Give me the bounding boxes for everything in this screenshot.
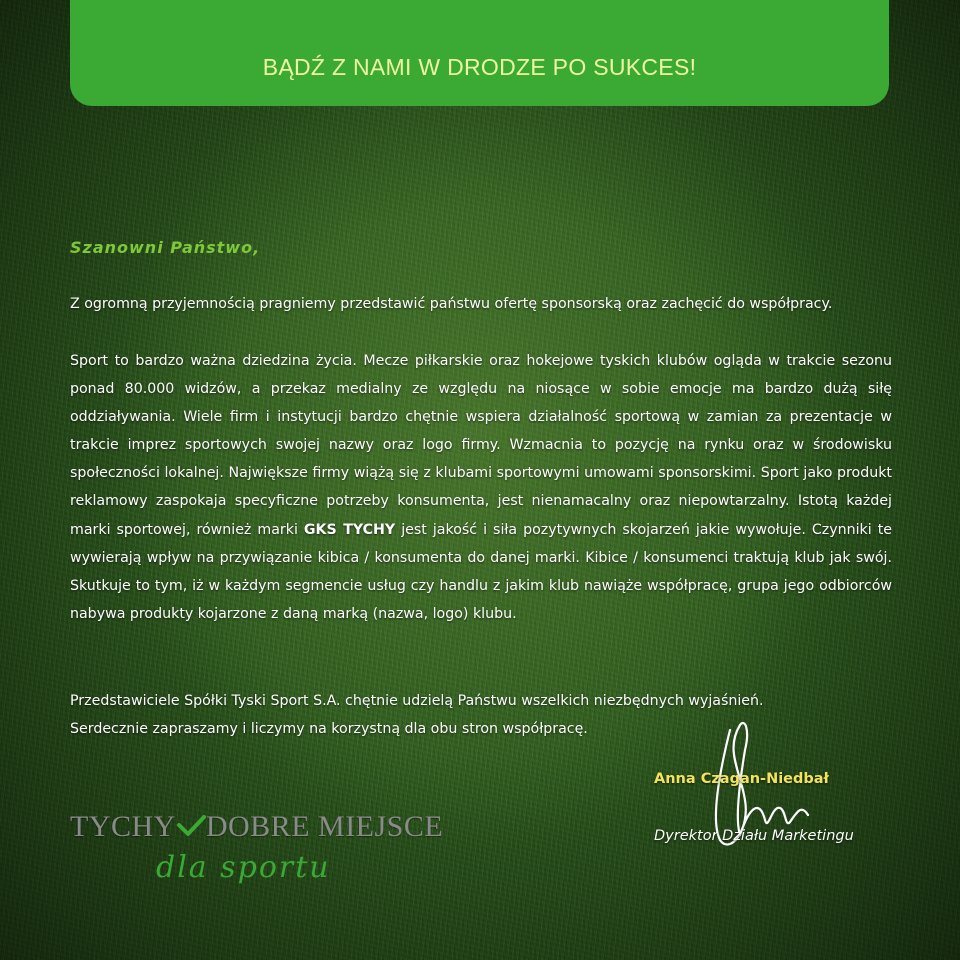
closing-line-1: Przedstawiciele Spółki Tyski Sport S.A. chętnie udzielą Państwu wszelkich niezbędnych wyjaśnień.: [70, 693, 764, 709]
body-text-part2: jest jakość i siła pozytywnych skojarzeń jakie wywołuje. Czynniki te wywierają wpływ na przywiązanie kibica / konsumenta do danej marki. Kibice / konsumenci traktują klub jak swój. Skutkuje to tym, iż w każdym segmencie usług czy handlu z jakim klub nawiąże współpracę, grupa jego odbiorców nabywa produkty kojarzone z daną marką (nazwa, logo) klubu.: [70, 521, 892, 622]
closing-line-2: Serdecznie zapraszamy i liczymy na korzystną dla obu stron współpracę.: [70, 721, 588, 737]
intro-paragraph: Z ogromną przyjemnością pragniemy przedstawić państwu ofertę sponsorską oraz zachęcić do współpracy.: [70, 296, 833, 312]
banner-title: BĄDŹ Z NAMI W DRODZE PO SUKCES!: [262, 53, 697, 80]
body-paragraph: [70, 347, 892, 628]
logo-word-tychy: TYCHY: [70, 810, 176, 843]
logo-script-text: dla sportu: [156, 850, 331, 885]
header-banner: [70, 0, 889, 106]
body-text-part1: Sport to bardzo ważna dziedzina życia. Mecze piłkarskie oraz hokejowe tyskich klubów ogląda w trakcie sezonu ponad 80.000 widzów, a przekaz medialny ze względu na niosące w sobie emocje ma bardzo dużą siłę oddziaływania. Wiele firm i instytucji bardzo chętnie wspiera działalność sportową w zamian za prezentacje w trakcie imprez sportowych swojej nazwy oraz logo firmy. Wzmacnia to pozycję na rynku oraz w środowisku społeczności lokalnej. Największe firmy wiążą się z klubami sportowymi umowami sponsorskimi. Sport jako produkt reklamowy zaspokaja specyficzne potrzeby konsumenta, jest nienamacalny oraz niepowtarzalny. Istotą każdej marki sportowej, również marki: [70, 353, 892, 538]
logo-main-text: [70, 810, 443, 844]
tychy-logo: [70, 810, 450, 900]
salutation: Szanowni Państwo,: [70, 238, 261, 257]
logo-word-dobre-miejsce: DOBRE MIEJSCE: [205, 810, 444, 843]
signatory-name: Anna Czagan-Niedbał: [654, 771, 829, 787]
signatory-role: Dyrektor Działu Marketingu: [654, 828, 854, 844]
checkmark-icon: [176, 814, 206, 838]
brand-name: GKS TYCHY: [303, 521, 396, 538]
